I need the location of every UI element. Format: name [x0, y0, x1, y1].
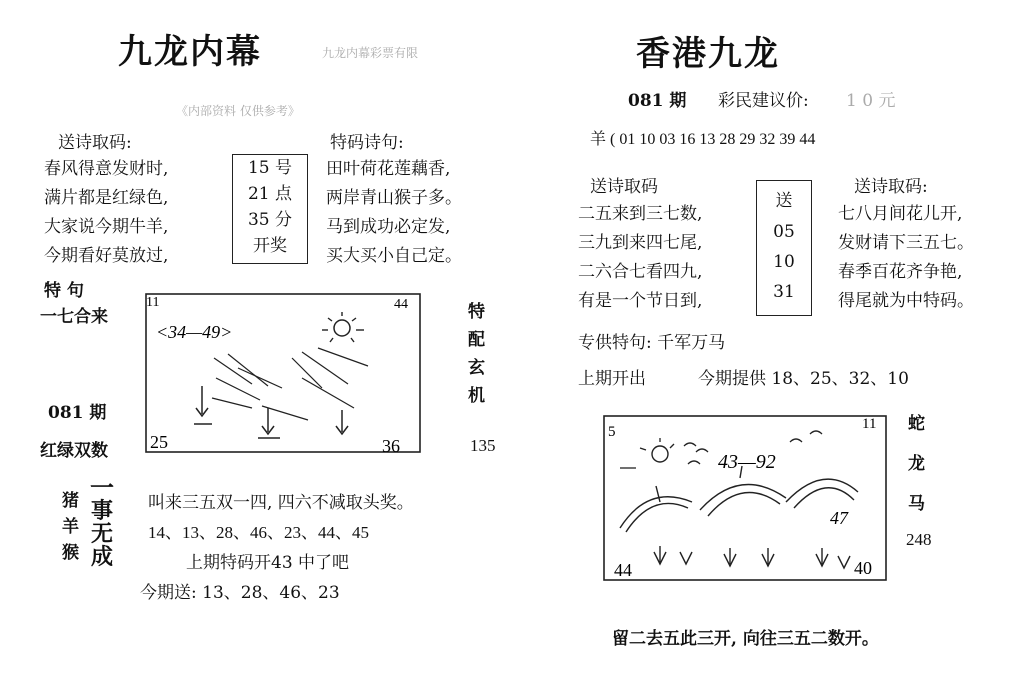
side-char: 龙: [908, 454, 925, 474]
poem-line: 二六合七看四九,: [578, 262, 703, 282]
poem-line: 大家说今期牛羊,: [44, 217, 169, 237]
left-poem-left: [44, 155, 168, 271]
send-box: [756, 180, 812, 316]
left-line-2: 14、13、28、46、23、44、45: [148, 523, 369, 542]
right-sketch: [600, 406, 890, 584]
sketch-bottom-left: 44: [614, 560, 632, 580]
send-poem-label: 送诗取码:: [58, 133, 132, 153]
sketch-top-right: 44: [394, 297, 408, 312]
time-box-line: 21 点: [247, 184, 293, 204]
time-box-line: 35 分: [247, 210, 293, 230]
left-subtitle-faint: 《内部资料 仅供参考》: [176, 104, 300, 118]
sketch-top-left: 11: [146, 295, 160, 310]
poem-line: 发财请下三五七。: [838, 233, 974, 253]
sketch-top-right: 11: [862, 416, 877, 432]
left-issue: 081 期: [48, 403, 107, 423]
sketch-bottom-right: 40: [854, 558, 872, 578]
right-send-poem-right: 送诗取码:: [854, 177, 928, 197]
right-title: 香港九龙: [636, 34, 780, 74]
zodiac-item: 羊: [62, 517, 79, 537]
poem-line: 马到成功必定发,: [326, 217, 451, 237]
poem-line: 春季百花齐争艳,: [838, 262, 963, 282]
sketch-bottom-left: 25: [150, 432, 168, 452]
draw-time-box: [232, 154, 308, 264]
poem-line: 两岸青山猴子多。: [326, 188, 462, 208]
poem-line: 田叶荷花莲藕香,: [326, 159, 451, 179]
left-line-1: 叫来三五双一四, 四六不减取头奖。: [148, 493, 414, 513]
yishi-char: 无: [90, 521, 113, 547]
left-title-faint: 九龙内幕彩票有限: [322, 46, 419, 60]
special-text: 一七合来: [40, 307, 108, 327]
sketch-mid: 43—92: [718, 451, 776, 473]
left-line-3: 上期特码开43 中了吧: [186, 553, 350, 573]
side-char: 配: [468, 330, 485, 350]
zodiac-list: [62, 488, 79, 566]
side-char: 机: [468, 386, 485, 406]
poem-line: 得尾就为中特码。: [838, 291, 974, 311]
send-box-item: 送: [775, 191, 793, 211]
yishi-char: 成: [90, 544, 113, 570]
sketch-top-left: 5: [608, 424, 616, 440]
side-char: 马: [908, 494, 925, 514]
sketch-bottom-right: 36: [382, 436, 400, 456]
right-side-number: 248: [906, 530, 932, 549]
right-issue: 081 期: [628, 91, 687, 111]
poem-line: 三九到来四七尾,: [578, 233, 703, 253]
poem-line: 有是一个节日到,: [578, 291, 703, 311]
poem-line: 今期看好莫放过,: [44, 246, 169, 266]
left-title: 九龙内幕: [118, 32, 262, 72]
side-char: 玄: [468, 358, 485, 378]
yang-line: 羊 ( 01 10 03 16 13 28 29 32 39 44: [590, 131, 816, 148]
right-footer: 留二去五此三开, 向往三五二数开。: [612, 629, 879, 649]
left-side-chars: [468, 298, 485, 410]
right-side-chars: [908, 404, 925, 524]
left-sketch: [142, 288, 424, 458]
poem-line: 春风得意发财时,: [44, 159, 169, 179]
side-char: 特: [468, 302, 485, 322]
yishi-wucheng: [90, 473, 114, 570]
right-sketch-drawing: [600, 406, 890, 584]
sketch-range: <34—49>: [156, 322, 233, 342]
this-issue: 今期提供 18、25、32、10: [698, 369, 909, 389]
price-faint: 1 0 元: [846, 91, 896, 111]
special-offer: 专供特句: 千军万马: [578, 333, 726, 353]
special-label: 特 句: [44, 281, 84, 301]
right-poem-right: [838, 200, 974, 316]
left-side-number: 135: [470, 436, 496, 455]
yishi-char: 事: [90, 498, 113, 524]
time-box-line: 开奖: [253, 236, 287, 256]
zodiac-item: 猪: [62, 491, 79, 511]
right-send-poem-left: 送诗取码: [590, 177, 658, 197]
left-sketch-drawing: [142, 288, 424, 458]
right-poem-left: [578, 200, 702, 316]
poem-line: 满片都是红绿色,: [44, 188, 169, 208]
time-box-line: 15 号: [247, 158, 293, 178]
left-line-4: 今期送: 13、28、46、23: [140, 583, 340, 603]
left-poem-right: [326, 155, 462, 271]
red-green-label: 红绿双数: [40, 441, 108, 461]
yishi-char: 一: [90, 473, 114, 502]
poem-line: 七八月间花儿开,: [838, 204, 963, 224]
code-poem-label: 特码诗句:: [330, 133, 404, 153]
poem-line: 买大买小自己定。: [326, 246, 462, 266]
zodiac-item: 猴: [62, 543, 79, 563]
price-label: 彩民建议价:: [718, 91, 809, 111]
send-box-item: 05: [773, 222, 795, 242]
sketch-right-mid: 47: [830, 508, 848, 528]
poem-line: 二五来到三七数,: [578, 204, 703, 224]
send-box-item: 10: [773, 252, 795, 272]
side-char: 蛇: [908, 414, 925, 434]
last-issue: 上期开出: [578, 369, 646, 389]
send-box-item: 31: [773, 282, 795, 302]
